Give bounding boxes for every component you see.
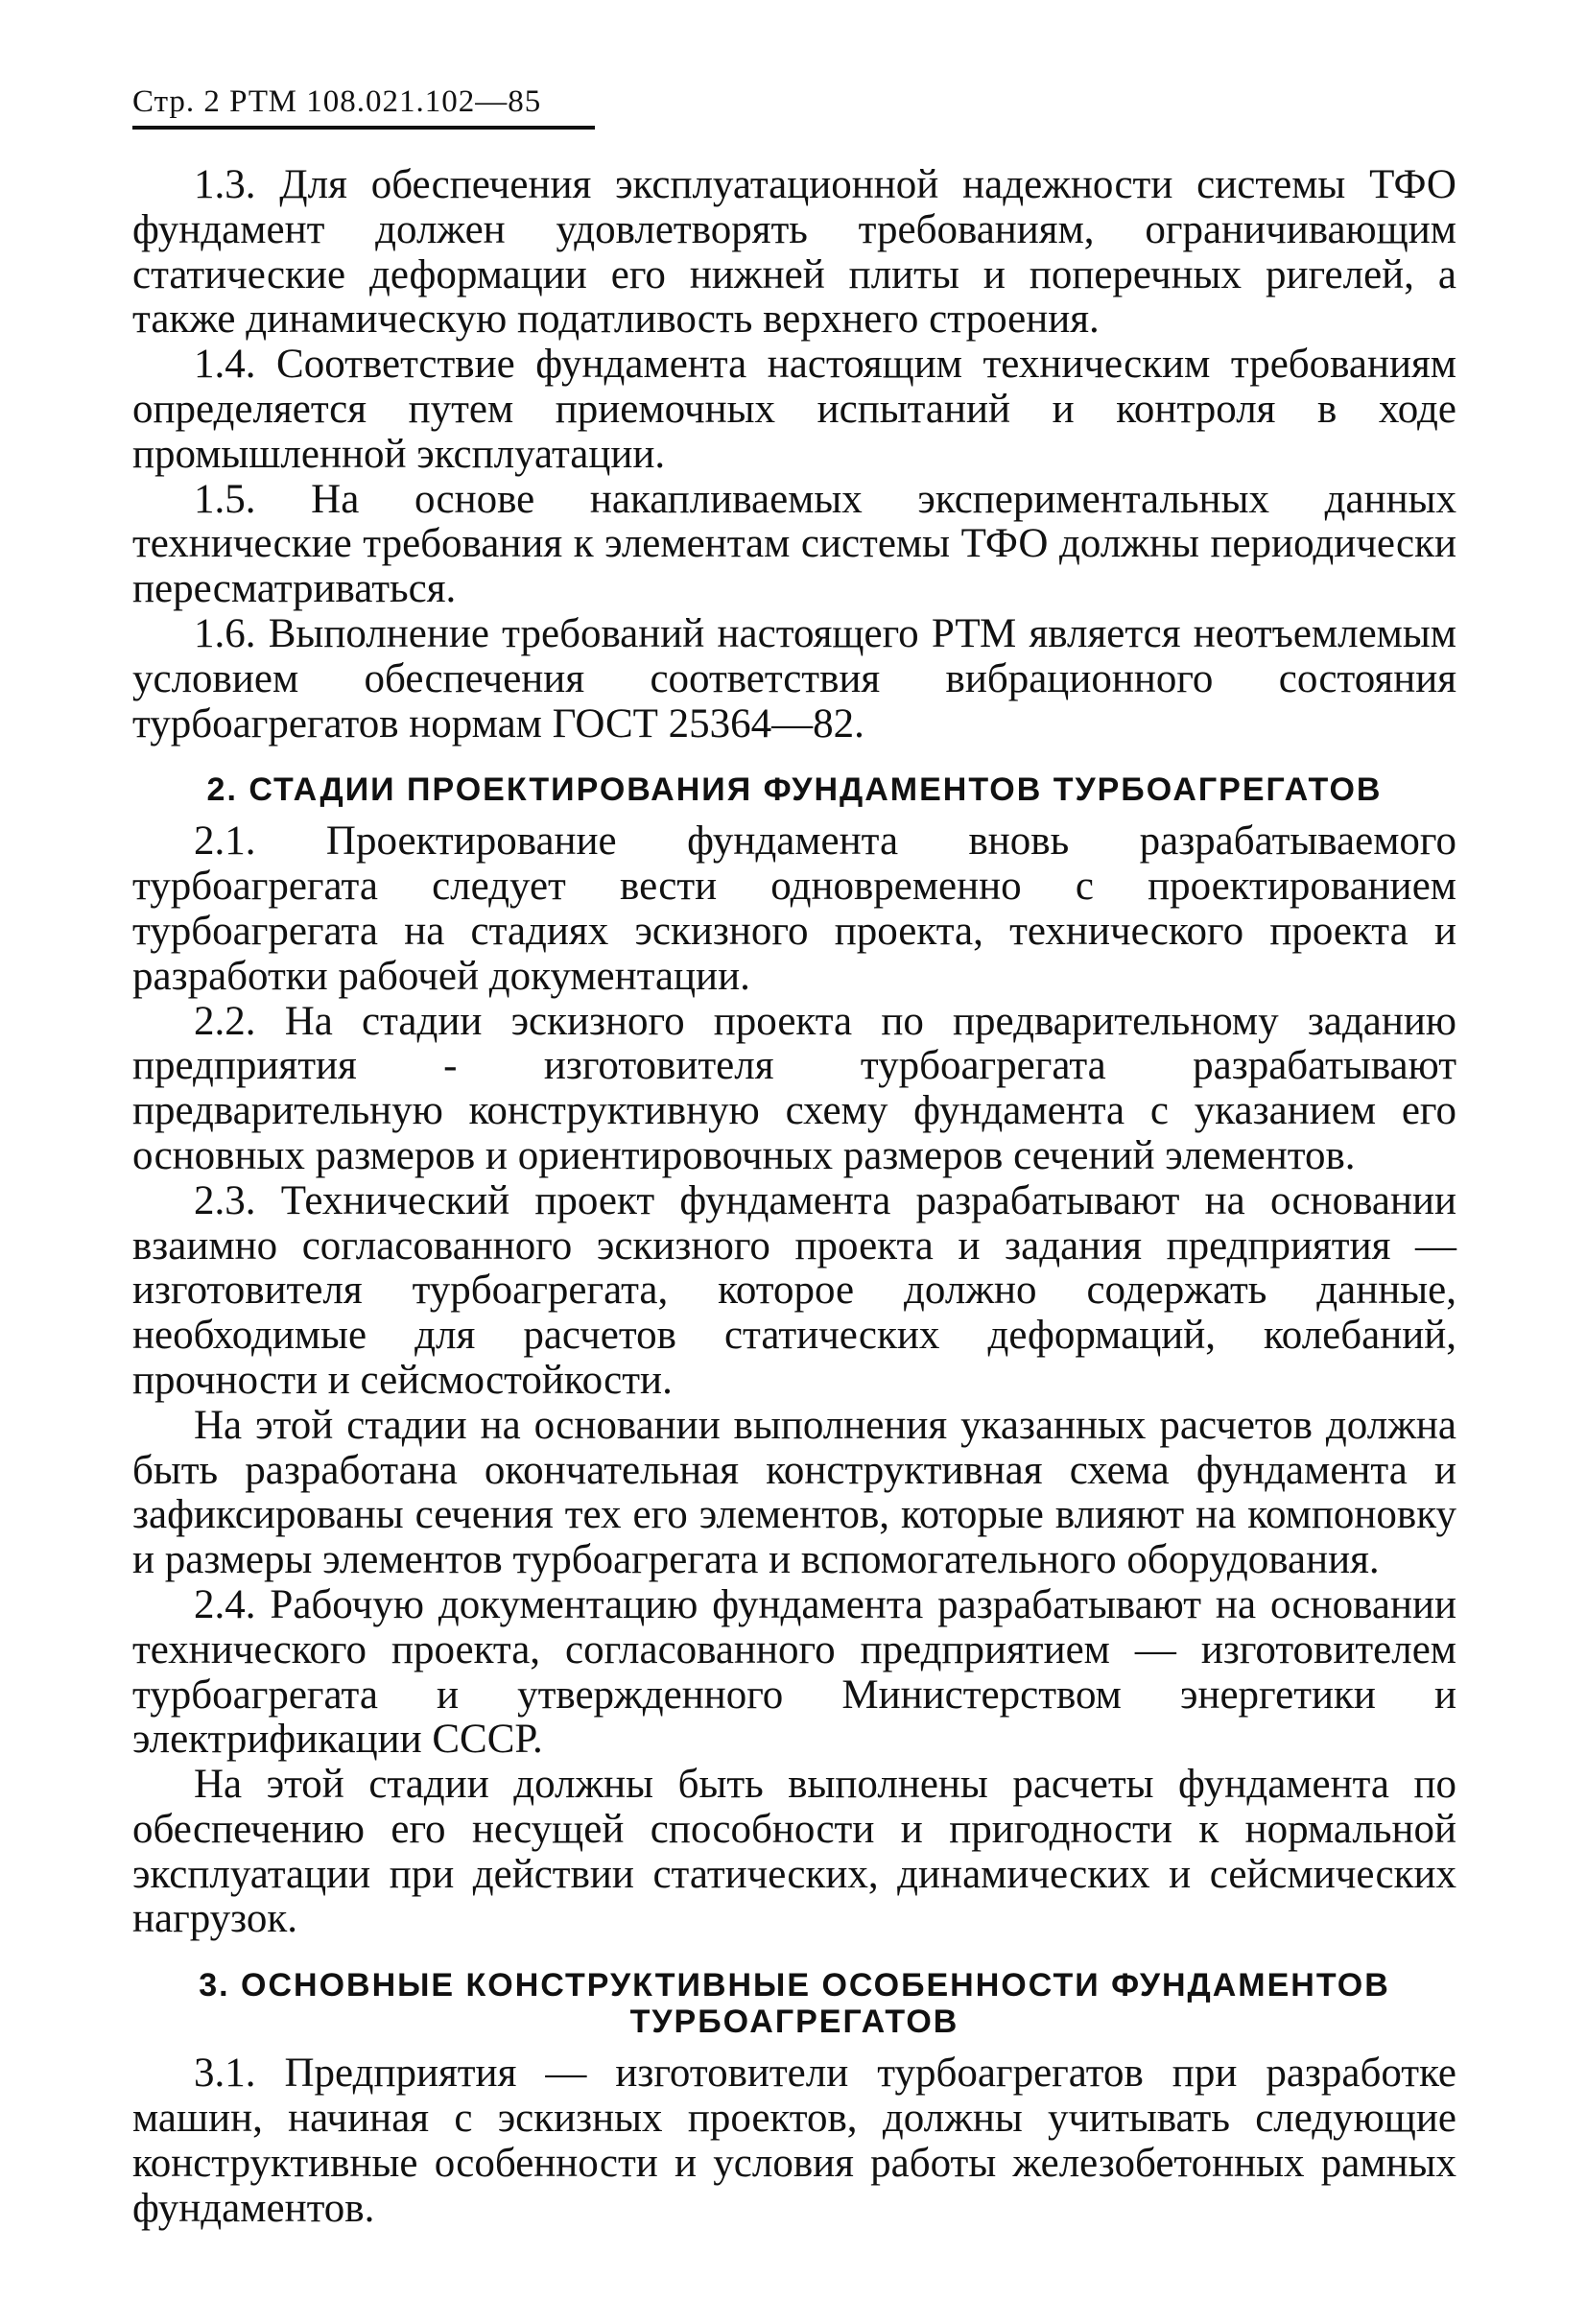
paragraph-1-5: 1.5. На основе накапливаемых экспериментальных данных технические требования к элементам системы ТФО должны периодически пересматриваться.	[132, 476, 1456, 612]
paragraph-2-4: 2.4. Рабочую документацию фундамента разрабатывают на основании технического проекта, согласованного предприятием — изготовителем турбоагрегата и утвержденного Министерством энергетики и электрификации СССР.	[132, 1581, 1456, 1763]
section-3-title: 3. ОСНОВНЫЕ КОНСТРУКТИВНЫЕ ОСОБЕННОСТИ ФУНДАМЕНТОВ ТУРБОАГРЕГАТОВ	[199, 1967, 1390, 2041]
paragraph-2-3: 2.3. Технический проект фундамента разрабатывают на основании взаимно согласованного эскизного проекта и задания предприятия — изготовителя турбоагрегата, которое должно содержать данные, необходимые для расчетов статических деформаций, колебаний, прочности и сейсмостойкости.	[132, 1177, 1456, 1403]
page-header: Стр. 2 РТМ 108.021.102—85	[132, 84, 595, 130]
paragraph-2-4-continued: На этой стадии должны быть выполнены расчеты фундамента по обеспечению его несущей способности и пригодности к нормальной эксплуатации при действии статических, динамических и сейсмических нагрузок.	[132, 1762, 1456, 1942]
paragraph-2-3-continued: На этой стадии на основании выполнения указанных расчетов должна быть разработана окончательная конструктивная схема фундамента и зафиксированы сечения тех его элементов, которые влияют на компоновку и размеры элементов турбоагрегата и вспомогательного оборудования.	[132, 1402, 1456, 1583]
section-2-title: 2. СТАДИИ ПРОЕКТИРОВАНИЯ ФУНДАМЕНТОВ ТУРБОАГРЕГАТОВ	[206, 771, 1383, 809]
paragraph-2-1: 2.1. Проектирование фундамента вновь разрабатываемого турбоагрегата следует вести одновременно с проектированием турбоагрегата на стадиях эскизного проекта, технического проекта и разработки рабочей документации.	[132, 818, 1456, 999]
paragraph-1-6: 1.6. Выполнение требований настоящего РТМ является неотъемлемым условием обеспечения соответствия вибрационного состояния турбоагрегатов нормам ГОСТ 25364—82.	[132, 610, 1456, 747]
paragraph-2-2: 2.2. На стадии эскизного проекта по предварительному заданию предприятия - изготовителя турбоагрегата разрабатывают предварительную конструктивную схему фундамента с указанием его основных размеров и ориентировочных размеров сечений элементов.	[132, 998, 1456, 1178]
paragraph-3-1: 3.1. Предприятия — изготовители турбоагрегатов при разработке машин, начиная с эскизных проектов, должны учитывать следующие конструктивные особенности и условия работы железобетонных рамных фундаментов.	[132, 2051, 1456, 2231]
paragraph-1-3: 1.3. Для обеспечения эксплуатационной надежности системы ТФО фундамент должен удовлетворять требованиям, ограничивающим статические деформации его нижней плиты и поперечных ригелей, а также динамическую податливость верхнего строения.	[132, 162, 1456, 343]
document-body	[132, 163, 1456, 2231]
paragraph-1-4: 1.4. Соответствие фундамента настоящим техническим требованиям определяется путем приемочных испытаний и контроля в ходе промышленной эксплуатации.	[132, 342, 1456, 477]
